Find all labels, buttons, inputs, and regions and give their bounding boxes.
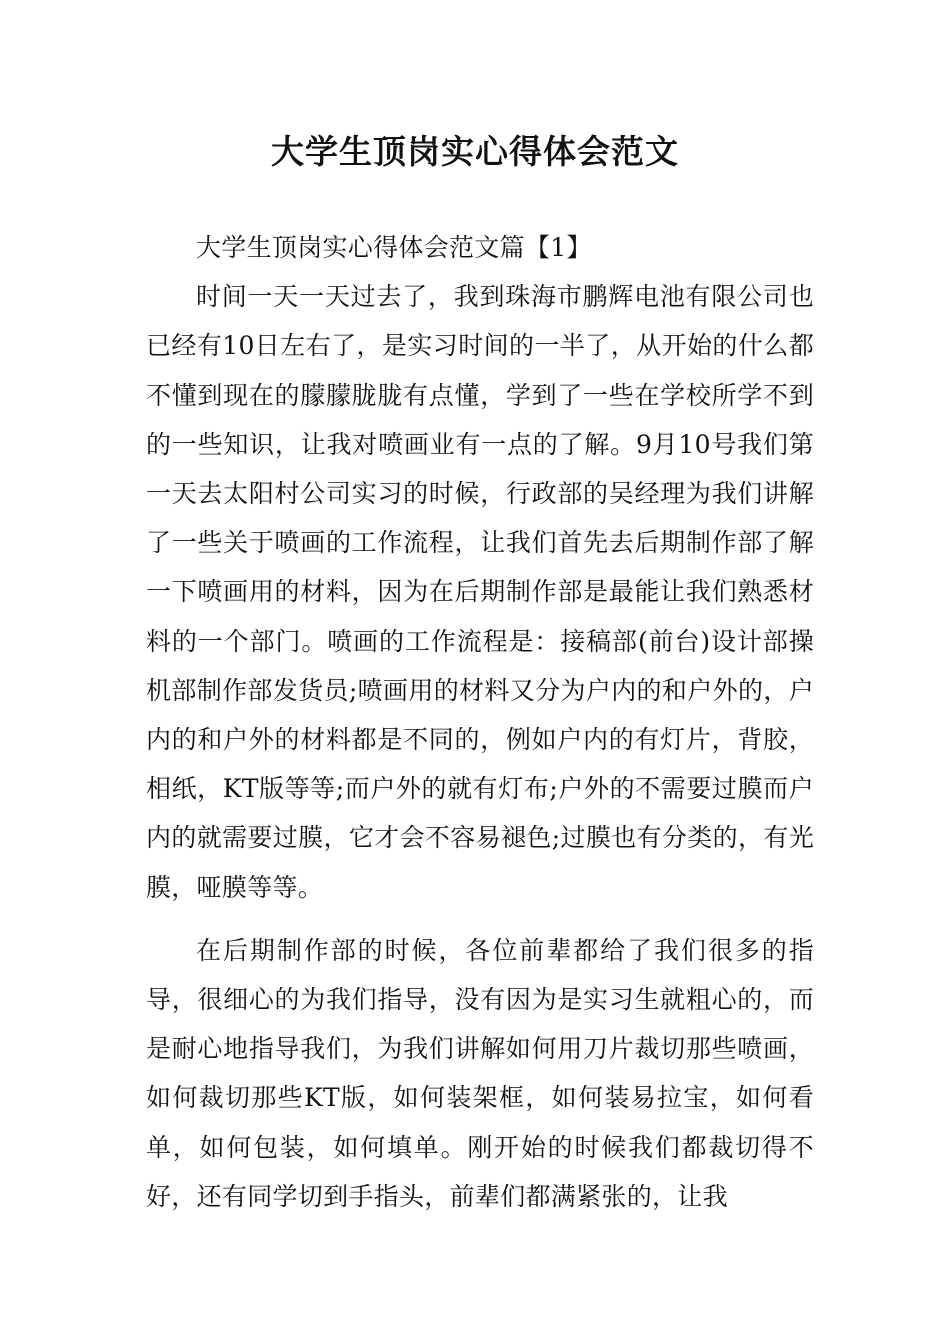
document-body bbox=[146, 223, 814, 1221]
body-paragraph-2: 在后期制作部的时候，各位前辈都给了我们很多的指导，很细心的为我们指导，没有因为是实习生就粗心的，而是耐心地指导我们，为我们讲解如何用刀片裁切那些喷画，如何裁切那些KT版，如何装架框，如何装易拉宝，如何看单，如何包装，如何填单。刚开始的时候我们都裁切得不好，还有同学切到手指头，前辈们都满紧张的，让我 bbox=[146, 935, 814, 1211]
document-title: 大学生顶岗实心得体会范文 bbox=[271, 132, 679, 171]
section-heading: 大学生顶岗实心得体会范文篇【1】 bbox=[196, 233, 592, 262]
body-paragraph-1: 时间一天一天过去了，我到珠海市鹏辉电池有限公司也已经有10日左右了，是实习时间的一半了，从开始的什么都不懂到现在的朦朦胧胧有点懂，学到了一些在学校所学不到的一些知识，让我对喷画业有一点的了解。9月10号我们第一天去太阳村公司实习的时候，行政部的吴经理为我们讲解了一些关于喷画的工作流程，让我们首先去后期制作部了解一下喷画用的材料，因为在后期制作部是最能让我们熟悉材料的一个部门。喷画的工作流程是：接稿部(前台)设计部操机部制作部发货员;喷画用的材料又分为户内的和户外的，户内的和户外的材料都是不同的，例如户内的有灯片，背胶，相纸，KT版等等;而户外的就有灯布;户外的不需要过膜而户内的就需要过膜，它才会不容易褪色;过膜也有分类的，有光膜，哑膜等等。 bbox=[146, 282, 814, 902]
